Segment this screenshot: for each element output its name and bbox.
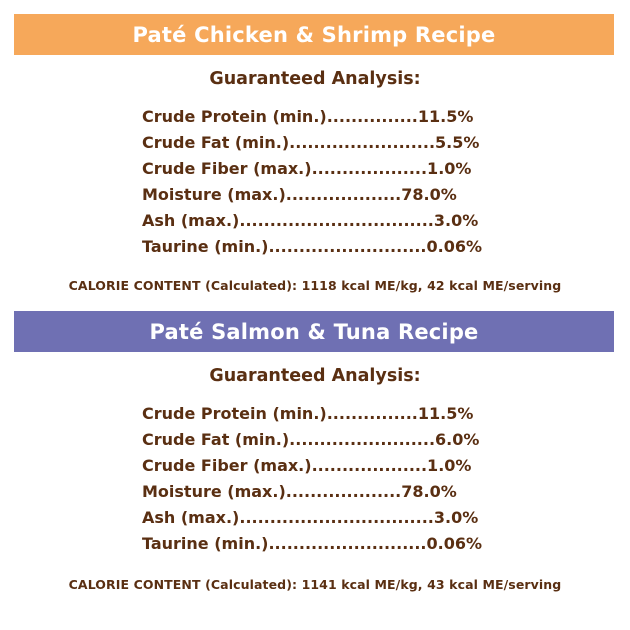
nutrient-moisture: Moisture (max.)...................78.0% xyxy=(142,482,457,501)
calorie-content: CALORIE CONTENT (Calculated): 1118 kcal ME/kg, 42 kcal ME/serving xyxy=(68,278,562,293)
recipe-title-banner: Paté Salmon & Tuna Recipe xyxy=(14,311,614,352)
nutrient-crude-fat: Crude Fat (min.)........................5.5% xyxy=(142,133,480,152)
nutrient-taurine: Taurine (min.)..........................0.06% xyxy=(142,534,483,553)
nutrient-ash: Ash (max.)................................3.0% xyxy=(142,211,479,230)
nutrient-crude-protein: Crude Protein (min.)...............11.5% xyxy=(142,404,474,423)
recipe-salmon-tuna xyxy=(0,311,630,592)
nutrient-moisture: Moisture (max.)...................78.0% xyxy=(142,185,457,204)
nutrient-crude-fiber: Crude Fiber (max.)...................1.0% xyxy=(142,456,472,475)
calorie-content: CALORIE CONTENT (Calculated): 1141 kcal ME/kg, 43 kcal ME/serving xyxy=(68,577,562,592)
nutrient-crude-fat: Crude Fat (min.)........................6.0% xyxy=(142,430,480,449)
guaranteed-analysis-heading: Guaranteed Analysis: xyxy=(209,69,421,89)
recipe-chicken-shrimp xyxy=(0,14,630,293)
nutrient-crude-fiber: Crude Fiber (max.)...................1.0% xyxy=(142,159,472,178)
guaranteed-analysis-heading: Guaranteed Analysis: xyxy=(209,366,421,386)
nutrient-list xyxy=(142,401,502,557)
nutrient-crude-protein: Crude Protein (min.)...............11.5% xyxy=(142,107,474,126)
nutrient-taurine: Taurine (min.)..........................0.06% xyxy=(142,237,483,256)
nutrient-ash: Ash (max.)................................3.0% xyxy=(142,508,479,527)
nutrient-list xyxy=(142,104,502,260)
recipe-title-banner: Paté Chicken & Shrimp Recipe xyxy=(14,14,614,55)
